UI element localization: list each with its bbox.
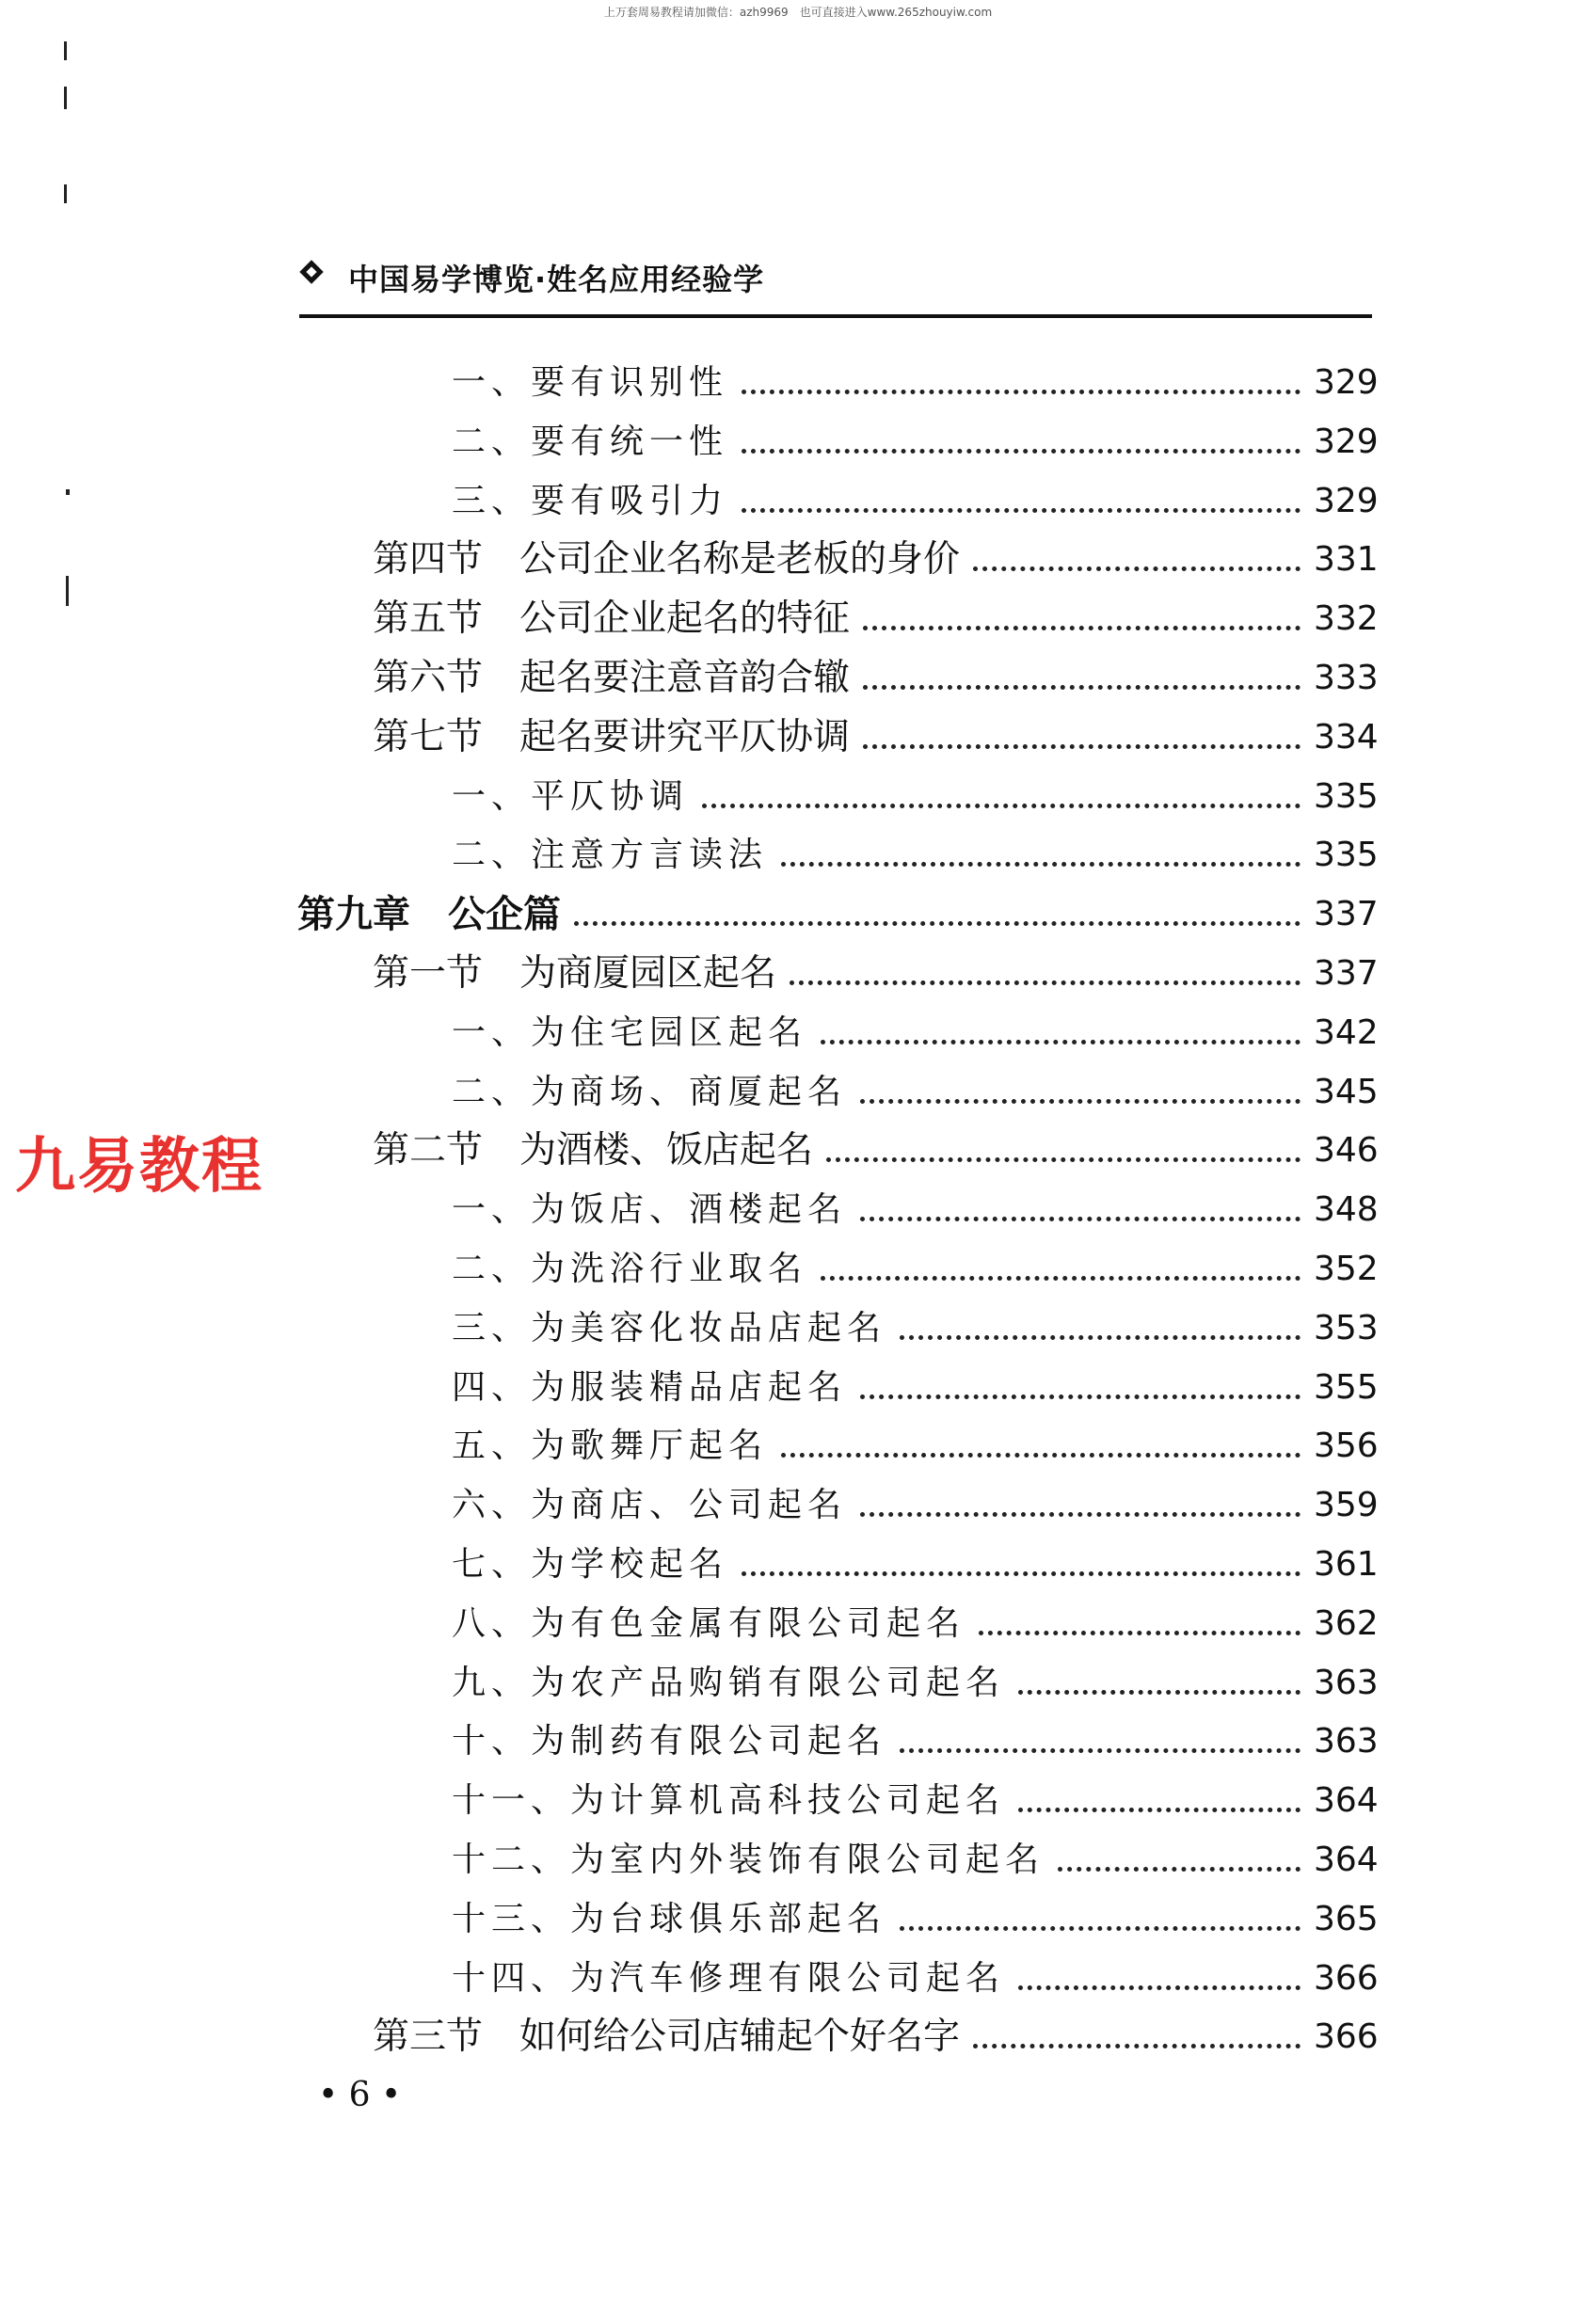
toc-entry [452, 1365, 1379, 1411]
margin-mark [64, 184, 67, 203]
toc-entry-title: 六、为商店、公司起名 [452, 1486, 848, 1524]
dot-leader [1018, 1985, 1301, 1990]
toc-entry-title: 十二、为室内外装饰有限公司起名 [452, 1841, 1045, 1879]
margin-mark [66, 489, 70, 495]
diamond-icon [299, 260, 323, 283]
toc-entry-title: 十、为制药有限公司起名 [452, 1722, 887, 1761]
dot-leader [742, 1571, 1301, 1576]
toc-entry-title: 第二节 为酒楼、饭店起名 [373, 1129, 814, 1171]
toc-entry [452, 1542, 1379, 1587]
toc-entry [452, 1247, 1379, 1292]
dot-leader [863, 685, 1301, 690]
watermark-text: 九易教程 [15, 1132, 263, 1202]
toc-entry-page: 363 [1314, 1722, 1379, 1761]
dot-leader [702, 804, 1301, 808]
toc-entry-title: 第三节 如何给公司店辅起个好名字 [373, 2016, 961, 2058]
toc-entry [452, 1719, 1379, 1764]
toc-entry [452, 1011, 1379, 1056]
toc-entry [373, 2015, 1379, 2060]
running-header [299, 254, 1372, 299]
margin-mark [64, 41, 67, 60]
top-banner-text: 上万套周易教程请加微信：azh9969 也可直接进入www.265zhouyiw.com [603, 6, 993, 19]
toc-entry-title: 十一、为计算机高科技公司起名 [452, 1781, 1006, 1820]
margin-mark [64, 87, 67, 109]
toc-entry-title: 四、为服装精品店起名 [452, 1368, 848, 1407]
dot-leader [979, 1631, 1301, 1635]
dot-leader [973, 566, 1301, 571]
toc-entry-page: 337 [1314, 895, 1379, 933]
toc-entry-page: 348 [1314, 1190, 1379, 1229]
toc-entry-title: 七、为学校起名 [452, 1545, 729, 1584]
toc-entry-title: 二、注意方言读法 [452, 836, 769, 874]
dot-leader [900, 1926, 1301, 1931]
margin-mark [66, 576, 69, 606]
toc-entry-title: 一、要有识别性 [452, 363, 729, 402]
dot-leader [742, 390, 1301, 394]
toc-entry-page: 353 [1314, 1309, 1379, 1347]
toc-entry [373, 1128, 1379, 1173]
dot-leader [860, 1395, 1301, 1399]
toc-entry-page: 363 [1314, 1664, 1379, 1702]
toc-entry [452, 1661, 1379, 1706]
toc-entry [452, 833, 1379, 878]
dot-leader [900, 1748, 1301, 1753]
toc-entry [373, 951, 1379, 996]
dot-leader [863, 744, 1301, 749]
header-title: 中国易学博览·姓名应用经验学 [348, 262, 765, 297]
toc-entry-title: 五、为歌舞厅起名 [452, 1426, 769, 1465]
toc-entry-page: 331 [1314, 540, 1379, 579]
dot-leader [860, 1512, 1301, 1517]
dot-leader [781, 1453, 1301, 1458]
dot-leader [863, 626, 1301, 630]
toc-entry [452, 1306, 1379, 1351]
toc-entry-title: 九、为农产品购销有限公司起名 [452, 1664, 1006, 1702]
dot-leader [742, 508, 1301, 513]
toc-entry-title: 二、要有统一性 [452, 422, 729, 461]
toc-entry-title: 三、要有吸引力 [452, 482, 729, 520]
toc-entry-page: 356 [1314, 1426, 1379, 1465]
toc-entry [452, 479, 1379, 524]
dot-leader [574, 921, 1301, 926]
dot-leader [860, 1217, 1301, 1221]
toc-entry-page: 361 [1314, 1545, 1379, 1584]
dot-leader [826, 1157, 1301, 1162]
toc-entry-page: 346 [1314, 1131, 1379, 1170]
toc-entry-title: 一、为饭店、酒楼起名 [452, 1190, 848, 1229]
toc-entry-title: 三、为美容化妆品店起名 [452, 1309, 887, 1347]
dot-leader [790, 980, 1301, 985]
toc-entry [373, 537, 1379, 582]
toc-entry-title: 第一节 为商厦园区起名 [373, 952, 777, 995]
toc-entry-page: 352 [1314, 1250, 1379, 1288]
toc-entry [297, 892, 1379, 937]
toc-entry-page: 329 [1314, 422, 1379, 461]
toc-entry-page: 362 [1314, 1604, 1379, 1643]
toc-entry-page: 364 [1314, 1841, 1379, 1879]
toc-entry-title: 第六节 起名要注意音韵合辙 [373, 657, 851, 699]
dot-leader [821, 1040, 1301, 1044]
toc-entry [452, 774, 1379, 820]
toc-entry-page: 329 [1314, 482, 1379, 520]
toc-entry [452, 1187, 1379, 1233]
toc-entry-title: 十四、为汽车修理有限公司起名 [452, 1959, 1006, 1998]
toc-entry-page: 345 [1314, 1073, 1379, 1111]
dot-leader [900, 1335, 1301, 1340]
toc-entry-page: 366 [1314, 1959, 1379, 1998]
toc-entry [452, 360, 1379, 406]
dot-leader [860, 1099, 1301, 1104]
header-rule [299, 314, 1372, 318]
toc-entry-page: 332 [1314, 599, 1379, 638]
toc-entry [373, 656, 1379, 701]
toc-entry [373, 597, 1379, 642]
toc-entry [452, 1956, 1379, 2001]
toc-entry-page: 342 [1314, 1013, 1379, 1052]
toc-entry [452, 420, 1379, 465]
toc-entry-page: 366 [1314, 2017, 1379, 2056]
toc-entry [452, 1838, 1379, 1883]
toc-entry-page: 365 [1314, 1900, 1379, 1938]
dot-leader [742, 449, 1301, 454]
toc-entry-page: 334 [1314, 718, 1379, 757]
toc-entry-page: 337 [1314, 954, 1379, 993]
dot-leader [1018, 1690, 1301, 1695]
toc-entry-title: 第四节 公司企业名称是老板的身价 [373, 538, 961, 581]
dot-leader [973, 2044, 1301, 2048]
dot-leader [821, 1276, 1301, 1281]
toc-entry-title: 八、为有色金属有限公司起名 [452, 1604, 966, 1643]
toc-entry-title: 十三、为台球俱乐部起名 [452, 1900, 887, 1938]
toc-entry-title: 第五节 公司企业起名的特征 [373, 598, 851, 640]
toc-entry-page: 335 [1314, 777, 1379, 816]
toc-entry-page: 364 [1314, 1781, 1379, 1820]
toc-entry-page: 329 [1314, 363, 1379, 402]
dot-leader [781, 862, 1301, 867]
toc-entry-page: 359 [1314, 1486, 1379, 1524]
toc-entry [452, 1897, 1379, 1942]
toc-entry [452, 1778, 1379, 1824]
toc-entry [452, 1424, 1379, 1469]
toc-entry [452, 1602, 1379, 1647]
toc-entry-page: 335 [1314, 836, 1379, 874]
dot-leader [1018, 1808, 1301, 1812]
toc-entry [373, 715, 1379, 760]
toc-entry-title: 第七节 起名要讲究平仄协调 [373, 716, 851, 758]
toc-entry-title: 二、为商场、商厦起名 [452, 1073, 848, 1111]
toc-entry [452, 1070, 1379, 1115]
toc-entry-page: 355 [1314, 1368, 1379, 1407]
toc-entry-title: 第九章 公企篇 [297, 892, 561, 936]
page-number: • 6 • [318, 2076, 402, 2114]
toc-entry-title: 一、平仄协调 [452, 777, 690, 816]
toc-entry-title: 二、为洗浴行业取名 [452, 1250, 808, 1288]
toc-entry-title: 一、为住宅园区起名 [452, 1013, 808, 1052]
toc-entry [452, 1483, 1379, 1528]
toc-entry-page: 333 [1314, 659, 1379, 697]
dot-leader [1058, 1867, 1301, 1872]
